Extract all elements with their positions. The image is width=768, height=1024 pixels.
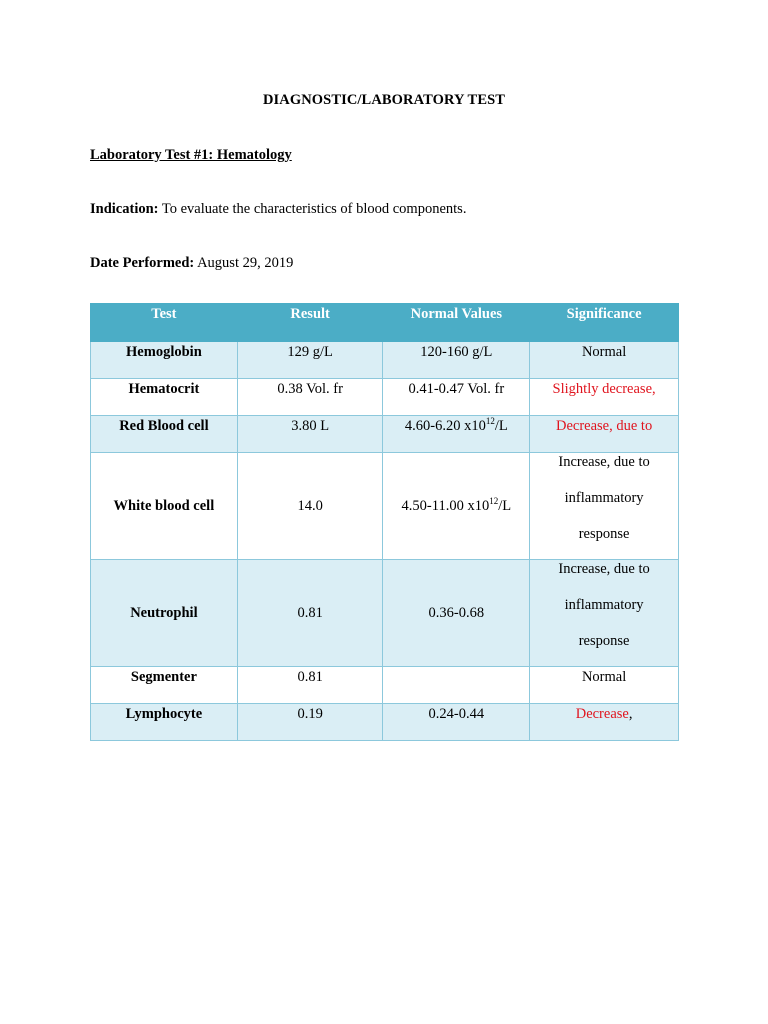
test-name: Red Blood cell [91,416,238,453]
table-row [91,342,679,379]
normal-value-base: 4.50-11.00 x10 [401,498,490,514]
normal-value: 0.24-0.44 [383,704,530,741]
result-value: 0.19 [237,704,383,741]
hematology-table [90,303,679,741]
document-title: DIAGNOSTIC/LABORATORY TEST [262,92,506,108]
test-heading: Laboratory Test #1: Hematology [90,147,292,163]
significance-highlight: Decrease [575,706,629,722]
normal-value [383,416,530,453]
header-result: Result [237,304,383,342]
test-name: Neutrophil [91,560,238,667]
significance [530,453,679,560]
normal-value: 120-160 g/L [383,342,530,379]
result-value: 3.80 L [237,416,383,453]
table-row [91,560,679,667]
normal-value-base: 4.60-6.20 x10 [404,418,486,434]
normal-value [383,453,530,560]
result-value: 0.81 [237,667,383,704]
significance: Normal [530,667,679,704]
significance-line: Increase, due to [558,561,650,577]
normal-value-exponent: 12 [489,496,499,506]
significance: Slightly decrease, [530,379,679,416]
result-value: 0.38 Vol. fr [237,379,383,416]
significance-line: Increase, due to [558,454,650,470]
significance [530,560,679,667]
normal-value-unit: /L [494,418,508,434]
significance [530,704,679,741]
result-value: 0.81 [237,560,383,667]
header-test: Test [91,304,238,342]
significance-tail: , [628,706,633,722]
significance-line: inflammatory [564,597,644,613]
table-row [91,704,679,741]
normal-value [383,667,530,704]
date-text: August 29, 2019 [194,255,294,271]
normal-value: 0.41-0.47 Vol. fr [383,379,530,416]
result-value: 14.0 [237,453,383,560]
header-significance: Significance [530,304,679,342]
table-row [91,667,679,704]
significance-line: inflammatory [564,490,644,506]
indication-label: Indication: [90,201,159,217]
significance: Normal [530,342,679,379]
normal-value: 0.36-0.68 [383,560,530,667]
date-line [90,255,293,272]
test-name: Lymphocyte [91,704,238,741]
table-row [91,379,679,416]
date-label: Date Performed: [90,255,195,271]
test-name: Hematocrit [91,379,238,416]
normal-value-unit: /L [498,498,512,514]
significance-line: response [578,526,630,542]
test-name: White blood cell [91,453,238,560]
header-normal-values: Normal Values [383,304,530,342]
test-name: Segmenter [91,667,238,704]
significance-line: response [578,633,630,649]
test-name: Hemoglobin [91,342,238,379]
significance: Decrease, due to [530,416,679,453]
indication-text: To evaluate the characteristics of blood components. [158,201,467,217]
table-header-row [91,304,679,342]
table-row [91,453,679,560]
indication-line [90,201,466,218]
normal-value-exponent: 12 [485,416,495,426]
result-value: 129 g/L [237,342,383,379]
